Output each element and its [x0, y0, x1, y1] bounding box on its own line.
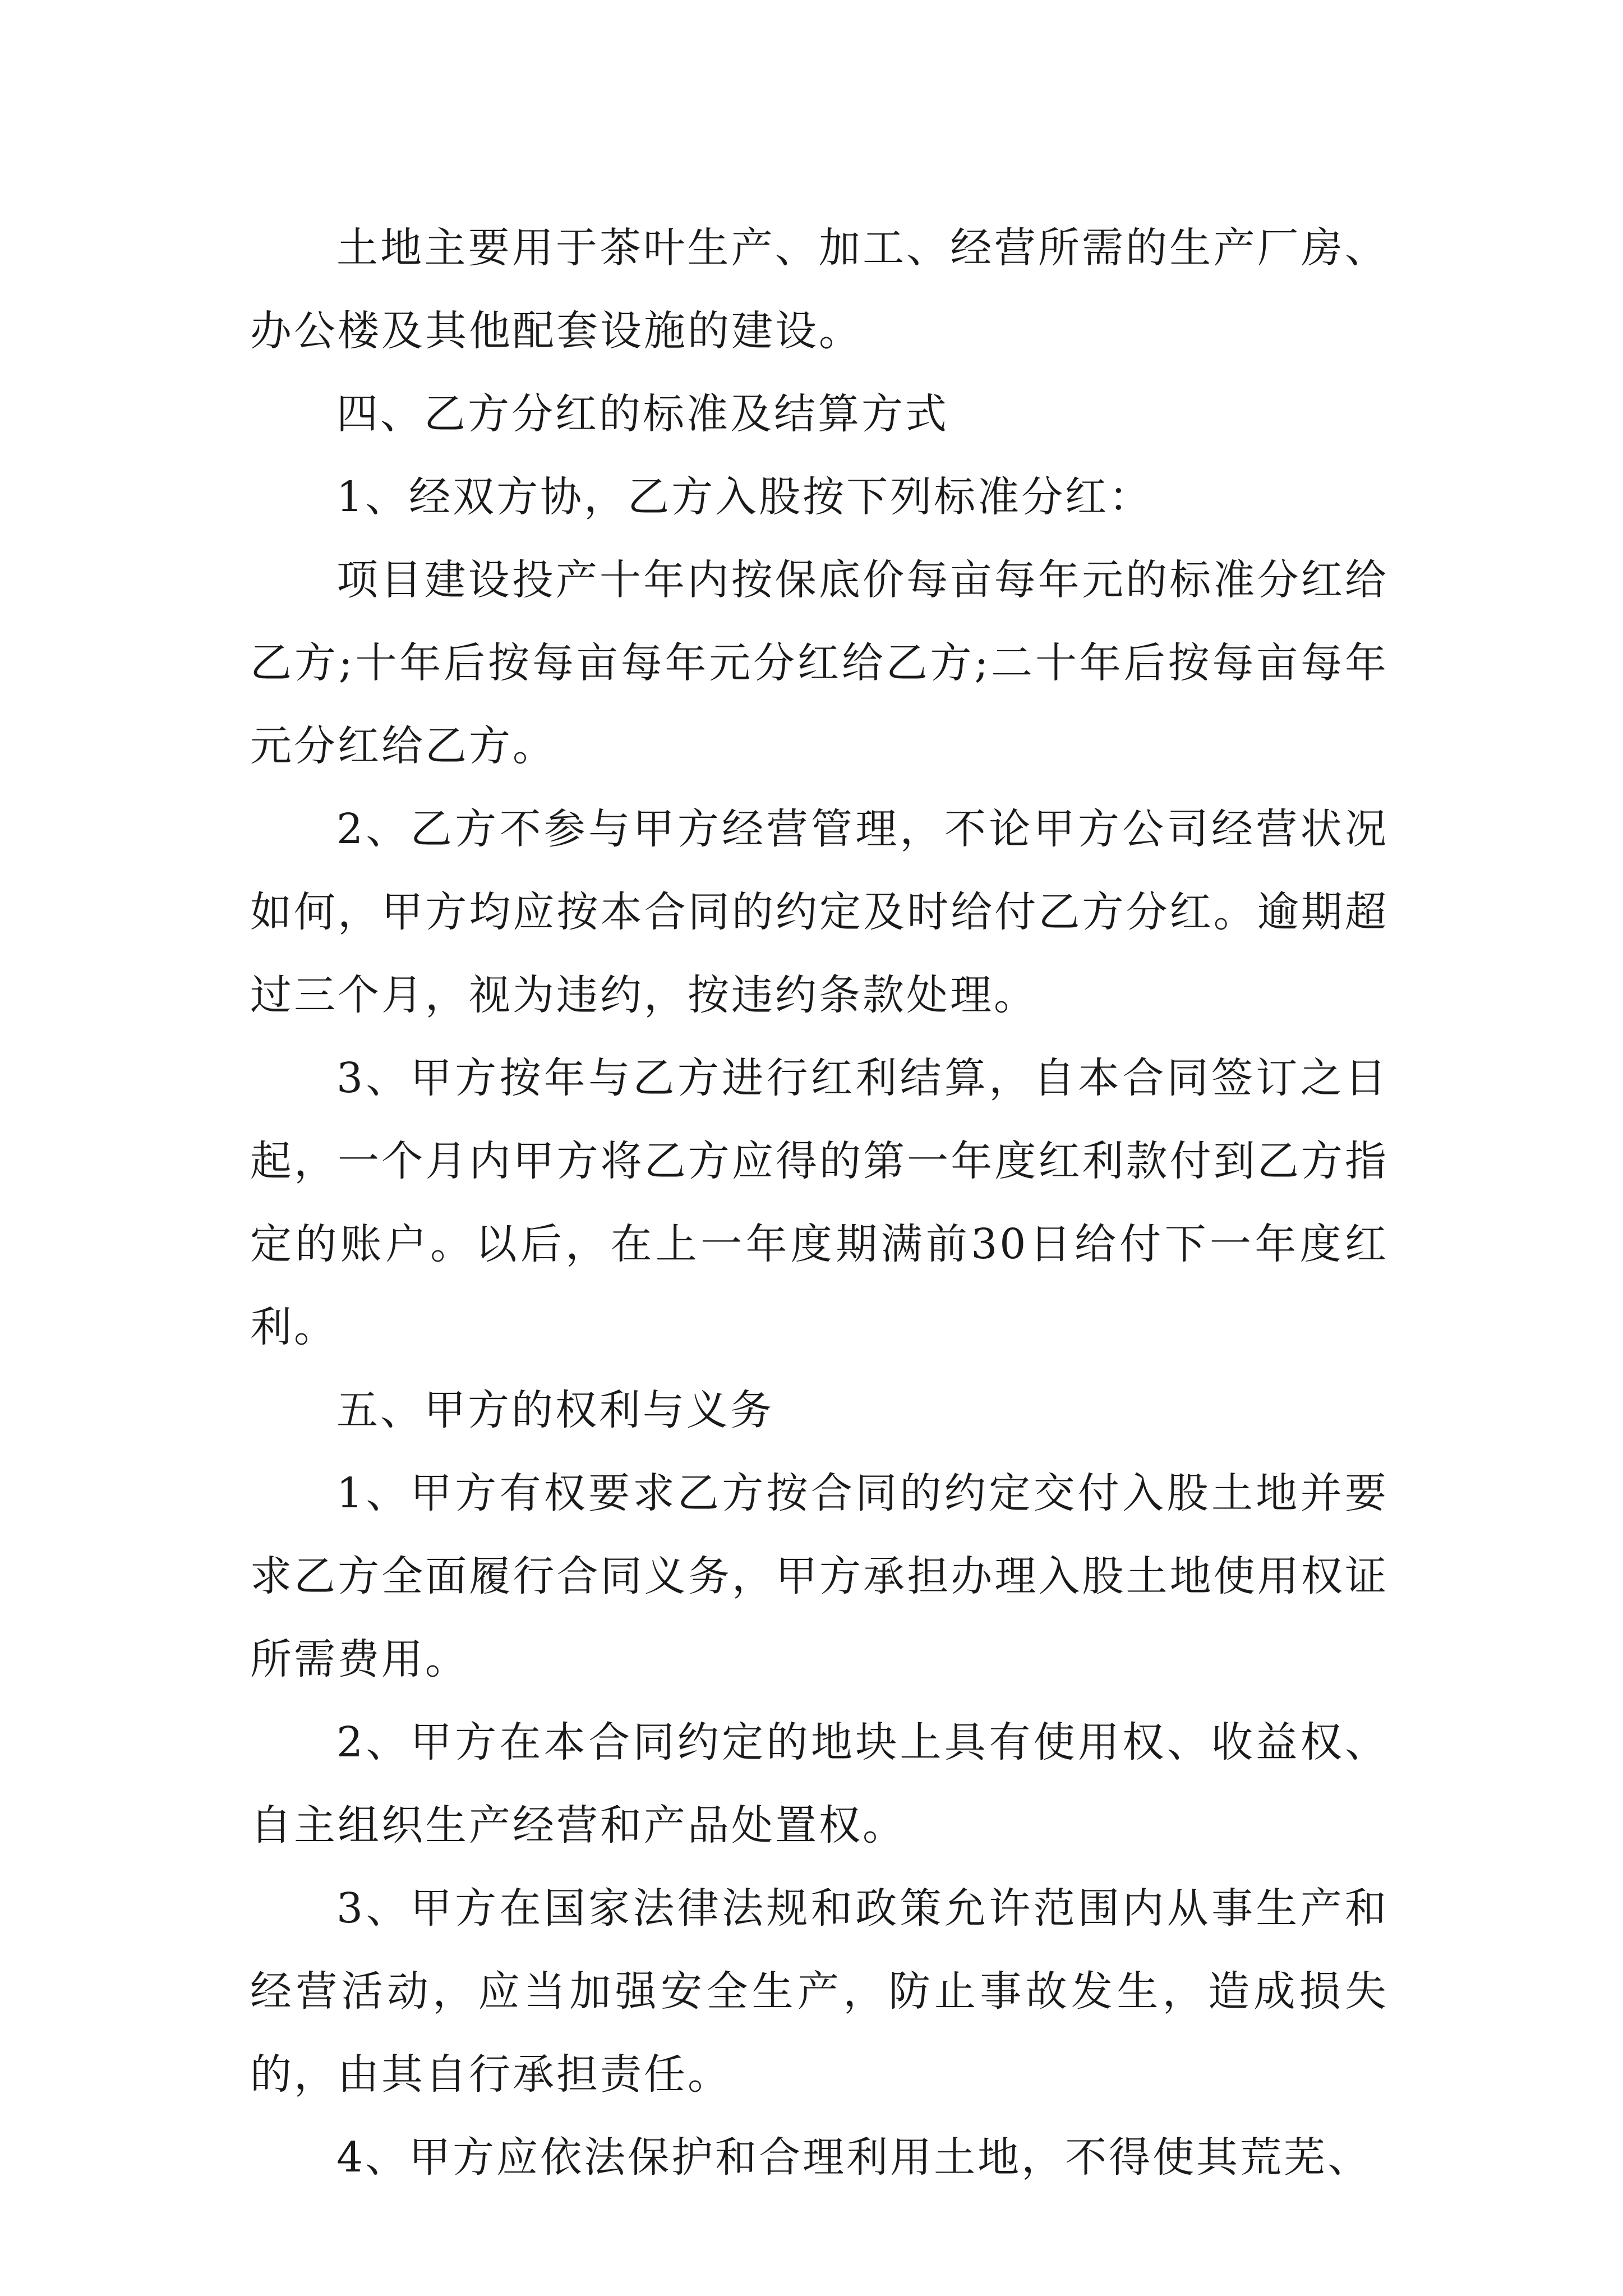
- paragraph-4-1: 1、经双方协，乙方入股按下列标准分红：: [336, 473, 1153, 521]
- paragraph-4-3: 3、甲方按年与乙方进行红利结算，自本合同签订之日起，一个月内甲方将乙方应得的第一年度红利款付到乙方指定的账户。以后，在上一年度期满前30日给付下一年度红利。: [250, 1054, 1389, 1351]
- paragraph-5-4: 4、甲方应依法保护和合理利用土地，不得使其荒芜、: [336, 2133, 1372, 2182]
- paragraph-5-1: 1、甲方有权要求乙方按合同的约定交付入股土地并要求乙方全面履行合同义务，甲方承担办理入股土地使用权证所需费用。: [250, 1469, 1389, 1683]
- paragraph-5-2: 2、甲方在本合同约定的地块上具有使用权、收益权、自主组织生产经营和产品处置权。: [250, 1718, 1389, 1849]
- section-heading-4: 四、乙方分红的标准及结算方式: [336, 390, 949, 438]
- paragraph-5-3: 3、甲方在国家法律法规和政策允许范围内从事生产和经营活动，应当加强安全生产，防止事故发生，造成损失的，由其自行承担责任。: [250, 1884, 1389, 2099]
- section-heading-5: 五、甲方的权利与义务: [336, 1386, 774, 1434]
- paragraph-4-1-standard: 项目建设投产十年内按保底价每亩每年元的标准分红给乙方;十年后按每亩每年元分红给乙方;二十年后按每亩每年元分红给乙方。: [250, 556, 1389, 770]
- paragraph-land-use: 土地主要用于茶叶生产、加工、经营所需的生产厂房、办公楼及其他配套设施的建设。: [250, 224, 1389, 355]
- paragraph-4-2: 2、乙方不参与甲方经营管理，不论甲方公司经营状况如何，甲方均应按本合同的约定及时给付乙方分红。逾期超过三个月，视为违约，按违约条款处理。: [250, 805, 1389, 1019]
- document-body: [250, 206, 1389, 2199]
